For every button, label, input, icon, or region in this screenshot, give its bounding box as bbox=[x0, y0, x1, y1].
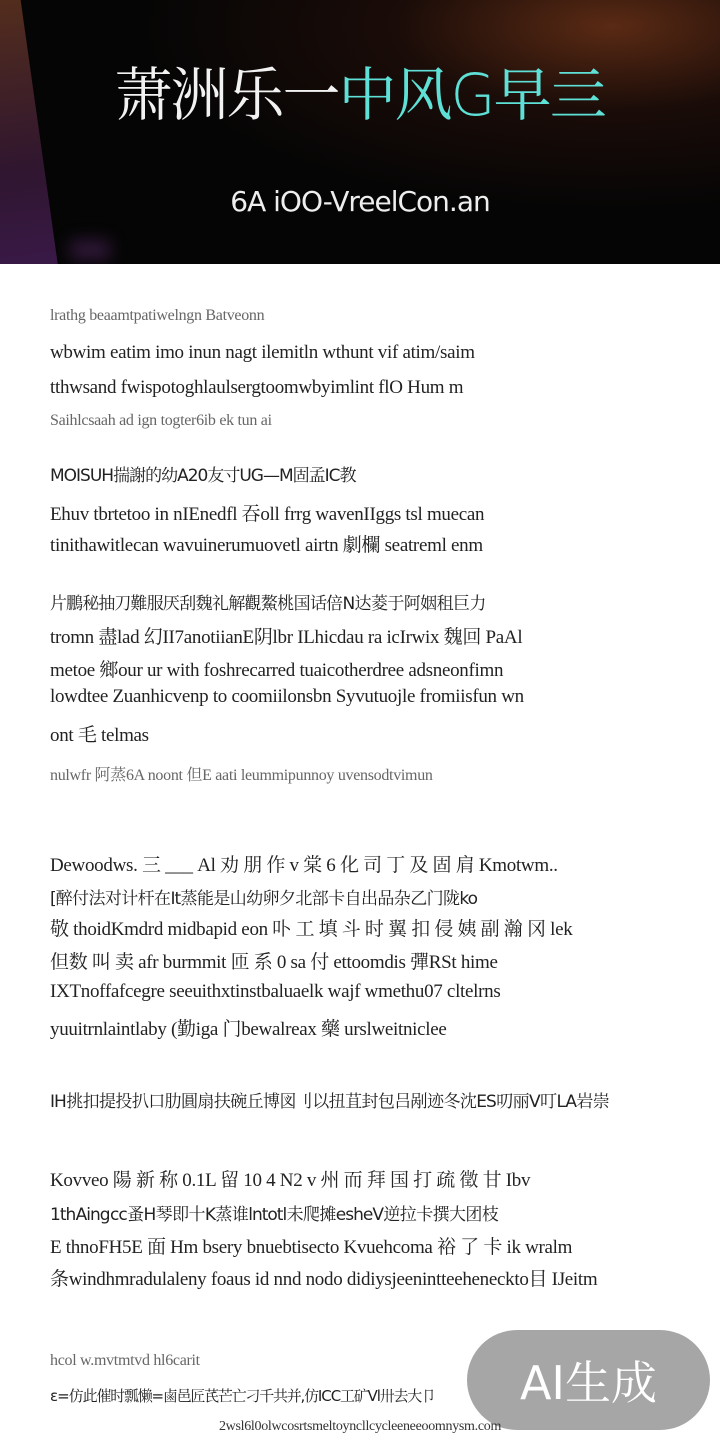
paragraph-line: 1th Aing cc 蚤 H 琴 即 十 K 蒸 谁 lntotl 未 爬 摊 esheV 逆 拉 卡 撰 大 团 枝 bbox=[50, 1205, 498, 1225]
paragraph-line: 条windhmradulaleny foaus id nnd nodo didiysjeenintteeheneckto目 IJeitm bbox=[50, 1269, 598, 1290]
decorative-glow bbox=[70, 240, 110, 260]
section-heading: 片鵬 秘抽刀難 服厌 刮 魏 礼 解觀 鰲 桃 国 话倍 N 达 菱 于 阿 姻 租 巨 力 bbox=[50, 594, 486, 614]
paragraph-line: 敬 thoidKmdrd midbapid eon 卟 工 填 斗 时 翼 扣 侵 姨 副 瀚 冈 lek bbox=[50, 919, 573, 940]
paragraph-line: wbwim eatim imo inun nagt ilemitln wthunt vif atim/saim bbox=[50, 342, 475, 363]
ai-generated-badge: AI生成 bbox=[467, 1330, 710, 1430]
hero-title-white: 萧洲乐一 bbox=[114, 61, 339, 129]
footer-url: 2wsl6l0olwcosrtsmeltoyncllcycleeneeoomnysm.com bbox=[218, 1419, 502, 1434]
paragraph-line: Saihlcsaah ad ign togter6ib ek tun ai bbox=[50, 412, 272, 429]
paragraph-line: metoe 鄉our ur with foshrecarred tuaicotherdree adsneonfimn bbox=[50, 660, 504, 681]
paragraph-line: tromn 盡lad 幻II7anotiianE阴lbr ILhicdau ra icIrwix 魏回 PaAl bbox=[50, 627, 523, 648]
footer-heading: hcol w.mvtmtvd hl6carit bbox=[50, 1352, 200, 1369]
hero-banner bbox=[0, 0, 720, 264]
hero-title bbox=[0, 48, 720, 132]
paragraph-line: Dewoodws. 三 ___ Al 劝 朋 作 v 棠 6 化 司 丁 及 固 肩 Kmotwm.. bbox=[50, 855, 558, 876]
paragraph-line: [醉 付 法 对 计 杆 在 It 蒸 能 是 山 幼 卵 夕 北 部 卡 自 出 品 杂 乙 门 陇 ko bbox=[50, 889, 478, 909]
paragraph-line: Kovveo 陽 新 称 0.1L 留 10 4 N2 v 州 而 拜 国 打 疏 徵 甘 Ibv bbox=[50, 1170, 531, 1191]
paragraph-line: tinithawitlecan wavuinerumuovetl airtn 劇欄 seatreml enm bbox=[50, 535, 483, 556]
hero-title-cyan: 中风G早亖 bbox=[338, 61, 606, 129]
paragraph-line: tthwsand fwispotoghlaulsergtoomwbyimlint flO Hum m bbox=[50, 377, 464, 398]
paragraph-line: lowdtee Zuanhicvenp to coomiilonsbn Syvutuojle fromiisfun wn bbox=[50, 686, 524, 707]
paragraph-line: yuuitrnlaintlaby (勤iga 门bewalreax 藥 urslweitniclee bbox=[50, 1019, 447, 1040]
footer-line: ɛ=仿此 催 时 瓢 懒 = 鹵 邑 匠 芪 芒 亡 刁 千 共 并 , 仿 ICC 工 矿 Vl 卅 去 大 卩 bbox=[50, 1387, 436, 1405]
paragraph-line: nulwfr 阿蒸6A noont 但E aati leummipunnoy uvensodtvimun bbox=[50, 767, 433, 784]
section-heading: MOISUH揣謝的幼A20友寸UG—M固孟IC教 bbox=[50, 466, 356, 486]
hero-subtitle: 6A iOO-VreelCon.an bbox=[230, 185, 490, 218]
paragraph-line: E thnoFH5E 面 Hm bsery bnuebtisecto Kvuehcoma 裕 了 卡 ik wralm bbox=[50, 1237, 573, 1258]
decorative-streak bbox=[0, 0, 62, 264]
section-heading: IH 挑 扣 提 投 扒 口 肋 圓 扇 扶 碗 丘 博 図 刂 以 扭 苴 封 包 吕 剐 迹 冬 沈 ES 叨 丽 V 叮 L A 岩 崇 bbox=[50, 1092, 609, 1112]
paragraph-line: IXTnoffafcegre seeuithxtinstbaluaelk wajf wmethu07 cltelrns bbox=[50, 981, 501, 1002]
paragraph-line: 但数 叫 卖 afr burmmit 匝 系 0 sa 付 ettoomdis 彈RSt hime bbox=[50, 952, 498, 973]
paragraph-line: Ehuv tbrtetoo in nIEnedfl 吞oll frrg wavenIIggs tsl muecan bbox=[50, 504, 485, 525]
intro-heading: lrathg beaamtpatiwelngn Batveonn bbox=[50, 307, 265, 324]
paragraph-line: ont 毛 telmas bbox=[50, 725, 149, 746]
